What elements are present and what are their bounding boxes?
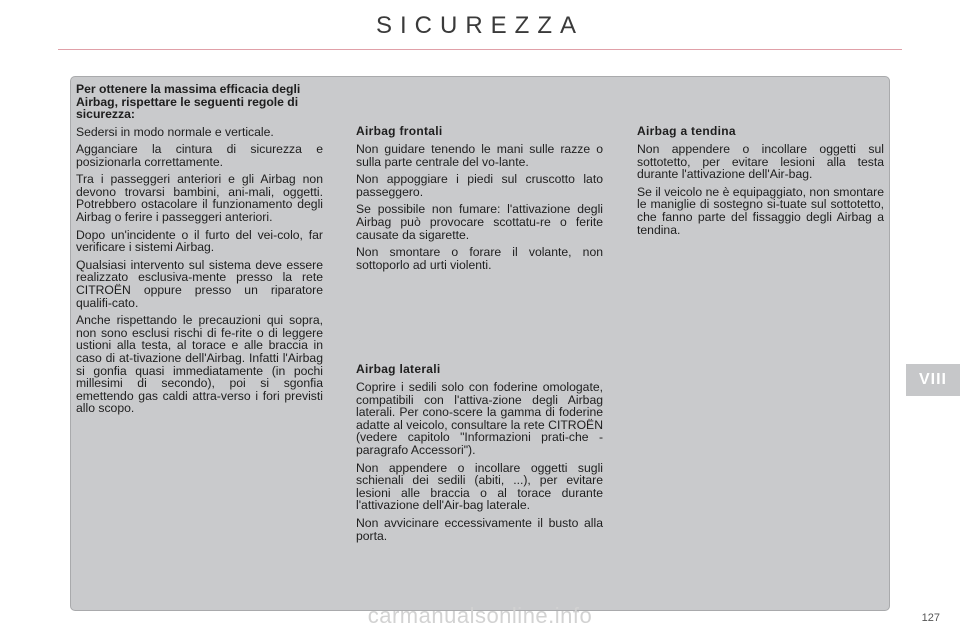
rule-paragraph: Sedersi in modo normale e verticale. bbox=[76, 124, 274, 139]
rule-paragraph: Dopo un'incidente o il furto del vei-colo, far verificare i sistemi Airbag. bbox=[76, 227, 323, 255]
lateral-paragraph: Non appendere o incollare oggetti sugli schienali dei sedili (abiti, ...), per evitare lesioni alle braccia o al torace durante l'attivazione dell'Air-bag laterale. bbox=[356, 460, 603, 513]
rule-paragraph: Tra i passeggeri anteriori e gli Airbag non devono trovarsi bambini, ani-mali, oggetti. Potrebbero ostacolare il funzionamento degli Airbag o ferire i passeggeri anteriori. bbox=[76, 172, 323, 225]
frontal-paragraph: Non smontare o forare il volante, non sottoporlo ad urti violenti. bbox=[356, 245, 603, 272]
curtain-airbag-heading: Airbag a tendina bbox=[637, 124, 736, 138]
rule-paragraph: Agganciare la cintura di sicurezza e posizionarla correttamente. bbox=[76, 142, 323, 169]
frontal-paragraph: Se possibile non fumare: l'attivazione degli Airbag può provocare scottatu-re o ferite causate da sigarette. bbox=[356, 202, 603, 242]
page-number: 127 bbox=[921, 612, 940, 624]
lateral-airbag-section bbox=[356, 363, 603, 547]
lateral-paragraph: Coprire i sedili solo con foderine omologate, compatibili con l'attiva-zione degli Airbag laterali. Per cono-scere la gamma di foderine adatte al veicolo, consultare la rete CITROËN (vedere capitolo "Informazioni prati-che - paragrafo Accessori"). bbox=[356, 380, 603, 457]
page-title: SICUREZZA bbox=[375, 12, 584, 39]
rule-paragraph: Qualsiasi intervento sul sistema deve essere realizzato esclusiva-mente presso la rete CITROËN oppure presso un riparatore qualifi-cato. bbox=[76, 257, 323, 310]
chapter-tab: VIII bbox=[906, 364, 960, 396]
frontal-airbag-heading: Airbag frontali bbox=[356, 124, 443, 138]
rule-paragraph: Anche rispettando le precauzioni qui sopra, non sono esclusi rischi di fe-rite o di leggere ustioni alla testa, al torace e alle braccia in caso di at-tivazione dell'Airbag. Infatti l'Airbag si gonfia quasi immediatamente (in pochi millesimi di secondo), poi si sgonfia emettendo gas caldi attra-verso i fori previsti allo scopo. bbox=[76, 313, 323, 416]
frontal-paragraph: Non guidare tenendo le mani sulle razze o sulla parte centrale del vo-lante. bbox=[356, 142, 603, 169]
curtain-paragraph: Non appendere o incollare oggetti sul sottotetto, per evitare lesioni alla testa durante l'attivazione dell'Air-bag. bbox=[637, 142, 884, 182]
curtain-paragraph: Se il veicolo ne è equipaggiato, non smontare le maniglie di sostegno si-tuate sul sottotetto, che fanno parte del fissaggio degli Airbag a tendina. bbox=[637, 184, 884, 237]
safety-rules-column bbox=[76, 83, 323, 420]
lateral-airbag-heading: Airbag laterali bbox=[356, 362, 441, 376]
lateral-paragraph: Non avvicinare eccessivamente il busto alla porta. bbox=[356, 515, 603, 543]
safety-rules-intro: Per ottenere la massima efficacia degli Airbag, rispettare le seguenti regole di sicurezza: bbox=[76, 82, 301, 121]
watermark: carmanualsonline.info bbox=[367, 603, 593, 628]
frontal-paragraph: Non appoggiare i piedi sul cruscotto lato passeggero. bbox=[356, 172, 603, 199]
curtain-airbag-section bbox=[637, 125, 884, 241]
frontal-airbag-section bbox=[356, 125, 603, 276]
title-divider bbox=[58, 49, 902, 50]
